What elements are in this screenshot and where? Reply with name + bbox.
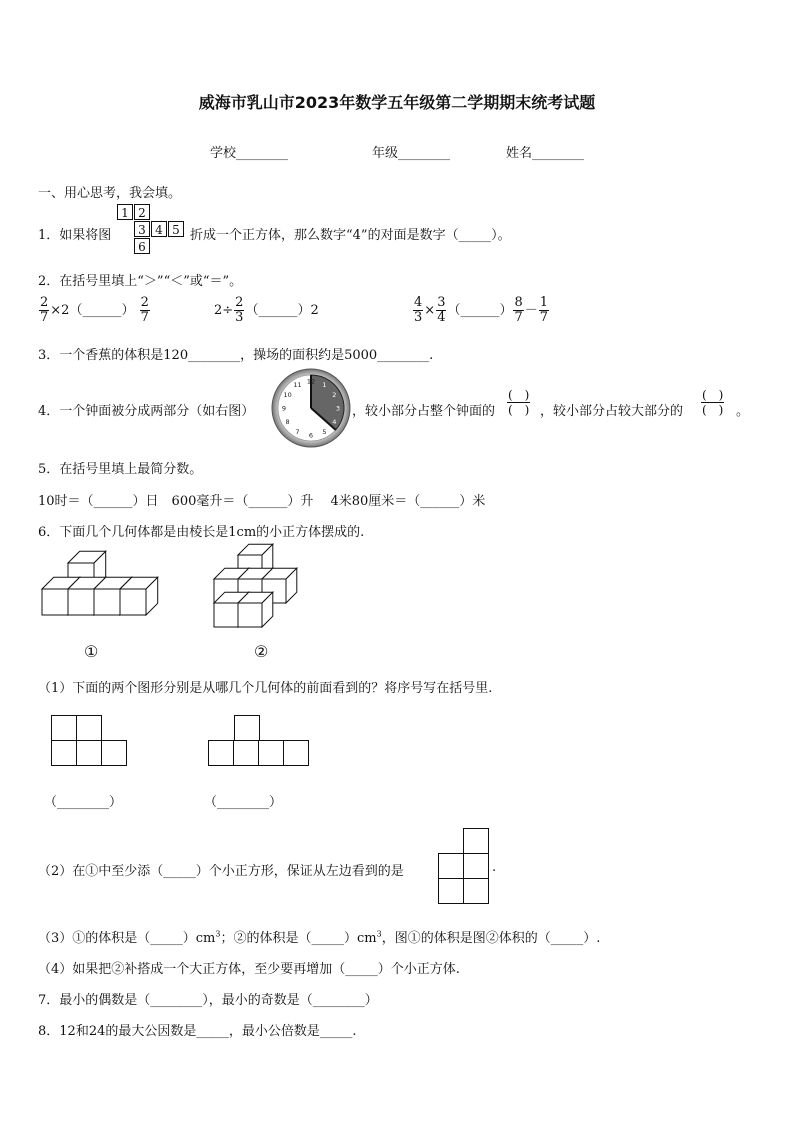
solid-1 bbox=[40, 553, 170, 623]
clock-number: 3 bbox=[335, 404, 341, 413]
cube-face bbox=[120, 589, 146, 615]
net-cell: 1 bbox=[117, 204, 133, 220]
solid-2 bbox=[212, 553, 332, 633]
clock-figure bbox=[271, 368, 351, 448]
q2-blank-1[interactable]: ×2（______） bbox=[50, 303, 135, 318]
left-view-cell bbox=[463, 853, 489, 879]
clock-number: 2 bbox=[332, 391, 337, 399]
frac-den: 3 bbox=[414, 310, 423, 325]
cube-face bbox=[68, 589, 94, 615]
clock-number: 11 bbox=[293, 381, 302, 390]
view-b-cell bbox=[234, 715, 260, 741]
q2-expr-1 bbox=[38, 296, 151, 325]
q5-line[interactable]: 10时＝（______）日 600毫升＝（______）升 4米80厘米＝（______）米 bbox=[38, 494, 486, 509]
cube-face bbox=[42, 589, 68, 615]
left-view-cell bbox=[463, 878, 489, 904]
name-field[interactable]: 姓名________ bbox=[506, 146, 585, 161]
clock-number: 7 bbox=[295, 427, 300, 436]
net-cell: 3 bbox=[134, 221, 150, 237]
frac-num: 2 bbox=[140, 295, 149, 310]
q2-expr-2 bbox=[214, 296, 319, 325]
q3-text: 3．一个香蕉的体积是120________，操场的面积约是5000________. bbox=[38, 348, 434, 363]
q2-blank-2[interactable]: （______）2 bbox=[245, 303, 319, 318]
frac-num: 2 bbox=[235, 295, 244, 310]
view-a-cell bbox=[51, 740, 77, 766]
answer-blank-2[interactable]: （________） bbox=[204, 795, 283, 810]
q4-mid2: ，较小部分占较大部分的 bbox=[540, 404, 684, 419]
frac-den: 4 bbox=[437, 310, 446, 325]
superscript: 3 bbox=[215, 929, 221, 939]
clock-number: 10 bbox=[283, 391, 292, 399]
frac-den: 7 bbox=[40, 310, 49, 325]
q4-fraction-2[interactable] bbox=[700, 388, 725, 417]
view-b-cell bbox=[208, 740, 234, 766]
net-cell: 4 bbox=[151, 221, 167, 237]
q6-3-b[interactable]: ；②的体积是（_____）cm bbox=[220, 931, 377, 946]
q4-prefix: 4．一个钟面被分成两部分（如右图） bbox=[38, 404, 255, 419]
frac-den: 7 bbox=[539, 310, 549, 325]
q6-2-end: . bbox=[492, 860, 497, 875]
net-cell: 2 bbox=[134, 204, 150, 220]
cube-face bbox=[94, 589, 120, 615]
view-b-cell bbox=[258, 740, 284, 766]
view-b-cell bbox=[283, 740, 309, 766]
solid-2-label: ② bbox=[254, 642, 269, 661]
op: － bbox=[524, 303, 538, 318]
clock-number: 12 bbox=[306, 377, 316, 386]
q1-suffix: 折成一个正方体，那么数字“4”的对面是数字（_____）。 bbox=[190, 228, 511, 243]
view-a-cell bbox=[101, 740, 127, 766]
frac-den[interactable]: ( ) bbox=[508, 403, 530, 417]
cube-face bbox=[214, 603, 238, 627]
op: × bbox=[424, 303, 436, 318]
clock-number: 6 bbox=[308, 431, 314, 440]
q2-pre: 2÷ bbox=[214, 303, 234, 318]
q2-expr-3 bbox=[412, 296, 550, 325]
frac-num[interactable]: ( ) bbox=[702, 388, 724, 402]
q2-blank-3[interactable]: （______） bbox=[447, 303, 513, 318]
left-view-cell bbox=[438, 878, 464, 904]
frac-den: 7 bbox=[140, 310, 149, 325]
frac-den: 7 bbox=[514, 310, 523, 325]
q6-3-line bbox=[38, 927, 600, 946]
clock-number: 1 bbox=[322, 381, 327, 390]
frac-num: 2 bbox=[40, 295, 49, 310]
left-view-cell bbox=[438, 853, 464, 879]
clock-number: 8 bbox=[285, 418, 290, 426]
page-title: 威海市乳山市2023年数学五年级第二学期期末统考试题 bbox=[198, 93, 596, 112]
solid-1-label: ① bbox=[84, 642, 99, 661]
net-cell: 6 bbox=[134, 238, 150, 254]
q4-end: 。 bbox=[736, 404, 750, 419]
q5-text: 5．在括号里填上最简分数。 bbox=[38, 462, 203, 477]
q8-text[interactable]: 8．12和24的最大公因数是_____，最小公倍数是_____. bbox=[38, 1024, 357, 1039]
frac-den: 3 bbox=[235, 310, 244, 325]
frac-num: 4 bbox=[414, 295, 423, 310]
clock-number: 5 bbox=[322, 427, 327, 436]
left-view-cell bbox=[463, 828, 489, 854]
cube-face bbox=[238, 603, 262, 627]
section-heading: 一、用心思考，我会填。 bbox=[38, 186, 182, 201]
view-b-cell bbox=[233, 740, 259, 766]
frac-num: 3 bbox=[437, 295, 446, 310]
frac-num: 1 bbox=[539, 295, 549, 310]
clock-number: 9 bbox=[281, 404, 287, 413]
q1-prefix: 1．如果将图 bbox=[38, 228, 112, 243]
q6-3-a[interactable]: （3）①的体积是（_____）cm bbox=[38, 931, 216, 946]
q4-fraction-1[interactable] bbox=[506, 388, 531, 417]
superscript: 3 bbox=[376, 929, 382, 939]
q7-text[interactable]: 7．最小的偶数是（________），最小的奇数是（________） bbox=[38, 993, 378, 1008]
clock-number: 4 bbox=[332, 418, 337, 426]
view-a-cell bbox=[76, 740, 102, 766]
q6-3-c[interactable]: ，图①的体积是图②体积的（_____）. bbox=[381, 931, 601, 946]
q4-mid: ，较小部分占整个钟面的 bbox=[352, 404, 496, 419]
q6-4-text[interactable]: （4）如果把②补搭成一个大正方体，至少要再增加（_____）个小正方体. bbox=[38, 962, 460, 977]
frac-den[interactable]: ( ) bbox=[702, 403, 724, 417]
grade-field[interactable]: 年级________ bbox=[372, 146, 451, 161]
view-a-cell bbox=[51, 715, 77, 741]
net-cell: 5 bbox=[168, 221, 184, 237]
school-field[interactable]: 学校________ bbox=[210, 146, 289, 161]
answer-blank-1[interactable]: （________） bbox=[44, 795, 123, 810]
q6-text: 6．下面几个几何体都是由棱长是1cm的小正方体摆成的. bbox=[38, 525, 365, 540]
q6-2-text: （2）在①中至少添（_____）个小正方形，保证从左边看到的是 bbox=[38, 864, 404, 879]
frac-num[interactable]: ( ) bbox=[508, 388, 530, 402]
q2-text: 2．在括号里填上“＞”“＜”或“＝”。 bbox=[38, 274, 243, 289]
q6-1-text: （1）下面的两个图形分别是从哪几个几何体的前面看到的？将序号写在括号里. bbox=[38, 681, 493, 696]
view-a-cell bbox=[76, 715, 102, 741]
frac-num: 8 bbox=[514, 295, 523, 310]
